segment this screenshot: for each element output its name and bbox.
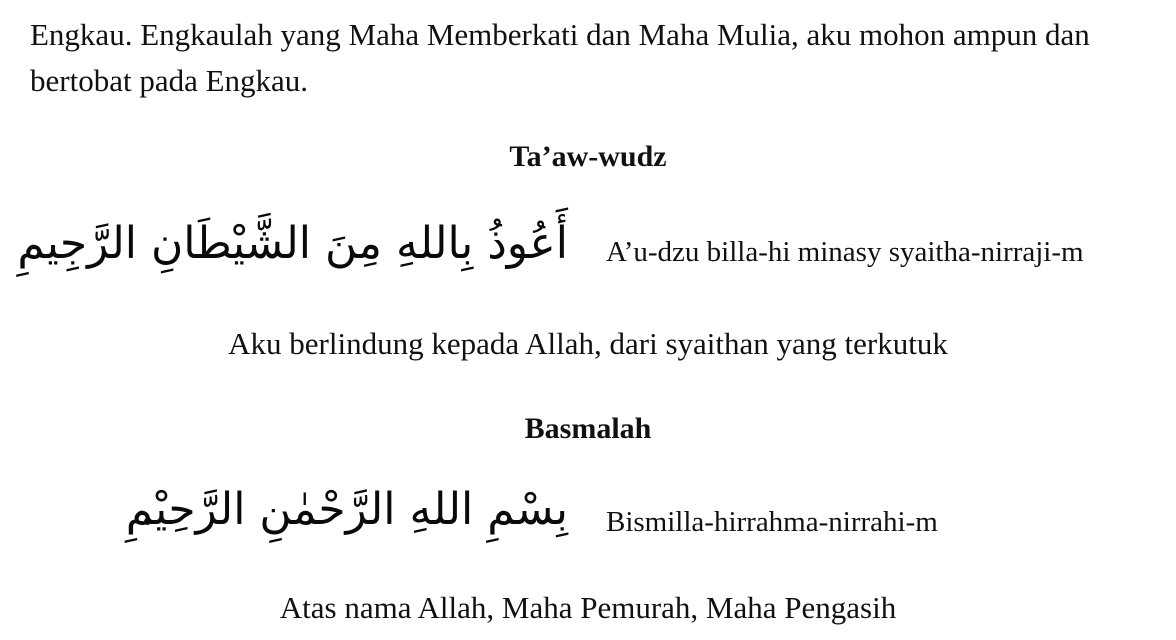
basmalah-arabic-text: بِسْمِ اللهِ الرَّحْمٰنِ الرَّحِيْمِ: [125, 484, 568, 535]
taawwudz-meaning: Aku berlindung kepada Allah, dari syaithan yang terkutuk: [228, 326, 948, 361]
taawwudz-transliteration: A’u-dzu billa-hi minasy syaitha-nirraji-m: [606, 236, 1084, 268]
basmalah-meaning: Atas nama Allah, Maha Pemurah, Maha Pengasih: [279, 590, 897, 625]
basmalah-heading: Basmalah: [524, 412, 652, 445]
intro-paragraph: Engkau. Engkaulah yang Maha Memberkati dan Maha Mulia, aku mohon ampun dan bertobat pada Engkau.: [30, 17, 1090, 98]
basmalah-transliteration: Bismilla-hirrahma-nirrahi-m: [606, 506, 938, 538]
taawwudz-arabic-text: أَعُوذُ بِاللهِ مِنَ الشَّيْطَانِ الرَّجِيمِ: [17, 218, 568, 269]
taawwudz-heading: Ta’aw-wudz: [509, 140, 667, 173]
